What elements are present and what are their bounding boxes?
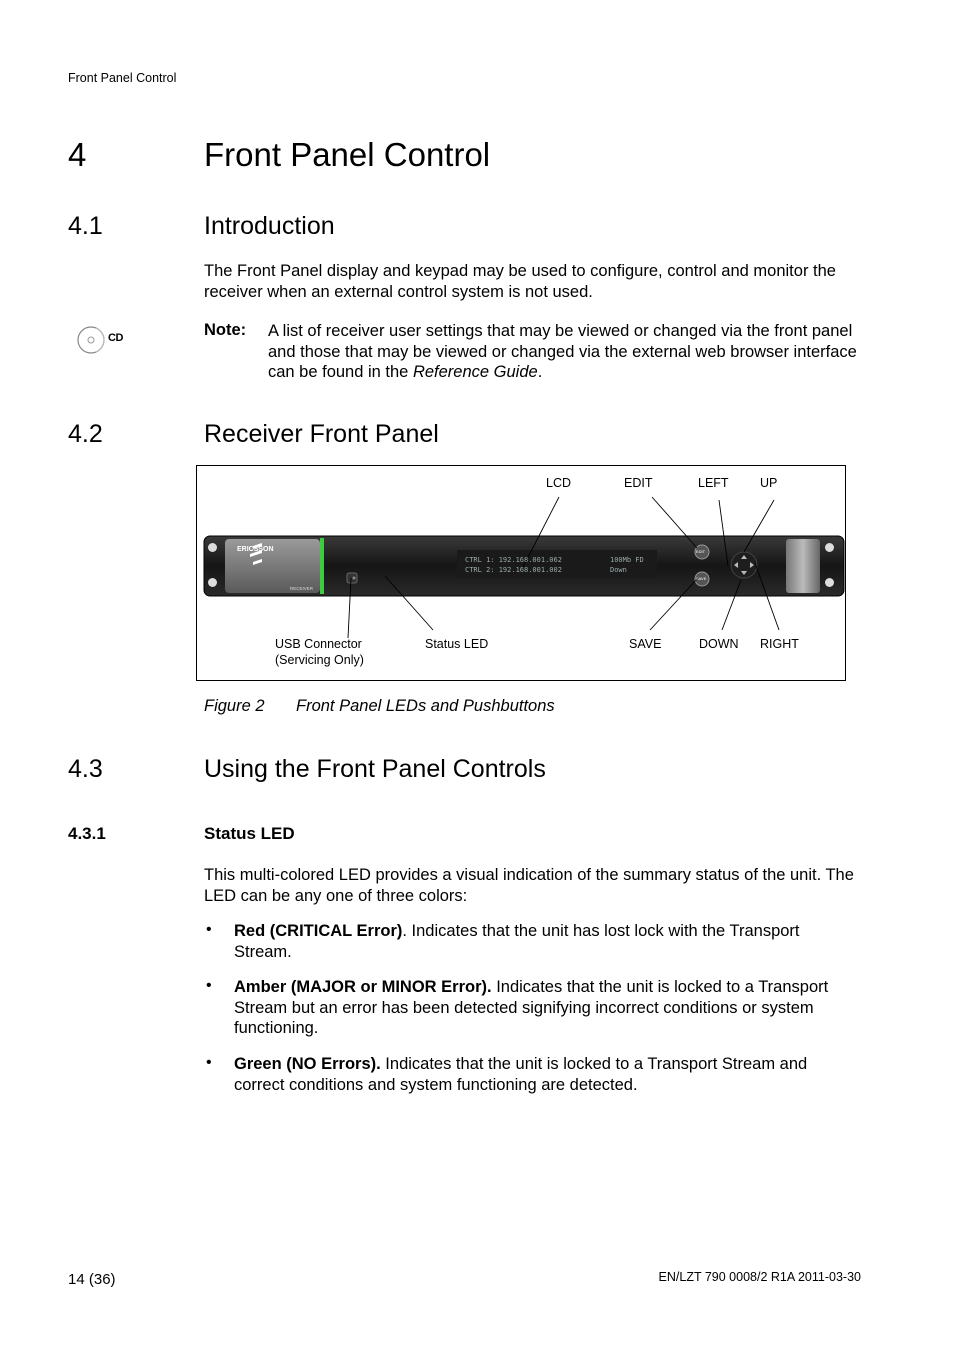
cd-icon-label: CD <box>108 332 123 344</box>
chapter-title: Front Panel Control <box>204 136 491 173</box>
label-edit: EDIT <box>624 476 653 490</box>
save-button-label: SAVE <box>696 576 707 581</box>
label-left: LEFT <box>698 476 729 490</box>
lcd-line-1: CTRL 1: 192.168.001.062 <box>465 556 562 564</box>
running-header: Front Panel Control <box>68 71 177 85</box>
label-usb-servicing: (Servicing Only) <box>275 653 364 667</box>
bullet-item-red: Red (CRITICAL Error). Indicates that the unit has lost lock with the Transport Stream. <box>234 922 800 961</box>
bullet-item-amber: Amber (MAJOR or MINOR Error). Indicates that the unit is locked to a Transport Stream but an error has been detected signifying incorrect conditions or system functioning. <box>234 978 829 1037</box>
section-number: 4.3 <box>68 755 103 783</box>
label-right: RIGHT <box>760 637 799 651</box>
bullet-marker: • <box>206 977 212 994</box>
panel-model: RECEIVER <box>290 586 314 591</box>
edit-button-label: EDIT <box>696 549 706 554</box>
lcd-status-1: 100Mb FD <box>610 556 644 564</box>
section-number: 4.1 <box>68 212 103 240</box>
section-title: Introduction <box>204 212 335 240</box>
section-title: Receiver Front Panel <box>204 420 439 448</box>
document-id: EN/LZT 790 0008/2 R1A 2011-03-30 <box>658 1270 861 1284</box>
label-save: SAVE <box>629 637 662 651</box>
subsection-number: 4.3.1 <box>68 824 106 843</box>
label-usb-connector: USB Connector <box>275 637 362 651</box>
figure-caption-title: Front Panel LEDs and Pushbuttons <box>296 697 555 715</box>
panel-brand: ERICSSON <box>237 546 274 553</box>
label-status-led: Status LED <box>425 637 489 651</box>
label-down: DOWN <box>699 637 739 651</box>
note-label: Note: <box>204 321 247 339</box>
reference-guide-title: Reference Guide <box>412 363 538 381</box>
note-text: A list of receiver user settings that may be viewed or changed via the front panel and those that may be viewed or changed via the external web browser interface can be found in the Reference Guide. <box>268 322 857 381</box>
label-up: UP <box>760 476 778 490</box>
label-lcd: LCD <box>546 476 572 490</box>
status-led-paragraph: This multi-colored LED provides a visual indication of the summary status of the unit. The LED can be any one of three colors: <box>204 866 854 905</box>
section-title: Using the Front Panel Controls <box>204 755 546 783</box>
bullet-marker: • <box>206 921 212 938</box>
bullet-item-green: Green (NO Errors). Indicates that the unit is locked to a Transport Stream and correct conditions and system functioning are detected. <box>234 1055 808 1094</box>
intro-paragraph: The Front Panel display and keypad may be used to configure, control and monitor the receiver when an external control system is not used. <box>204 262 836 301</box>
cd-icon <box>76 325 132 355</box>
figure-front-panel <box>196 465 846 681</box>
subsection-title: Status LED <box>204 824 295 843</box>
page-number: 14 (36) <box>68 1271 116 1288</box>
document-date: 2011-03-30 <box>797 1270 861 1284</box>
bullet-marker: • <box>206 1054 212 1071</box>
figure-caption-number: Figure 2 <box>204 697 265 715</box>
lcd-status-2: Down <box>610 566 627 574</box>
lcd-line-2: CTRL 2: 192.168.001.002 <box>465 566 562 574</box>
section-number: 4.2 <box>68 420 103 448</box>
chapter-number: 4 <box>68 136 87 173</box>
